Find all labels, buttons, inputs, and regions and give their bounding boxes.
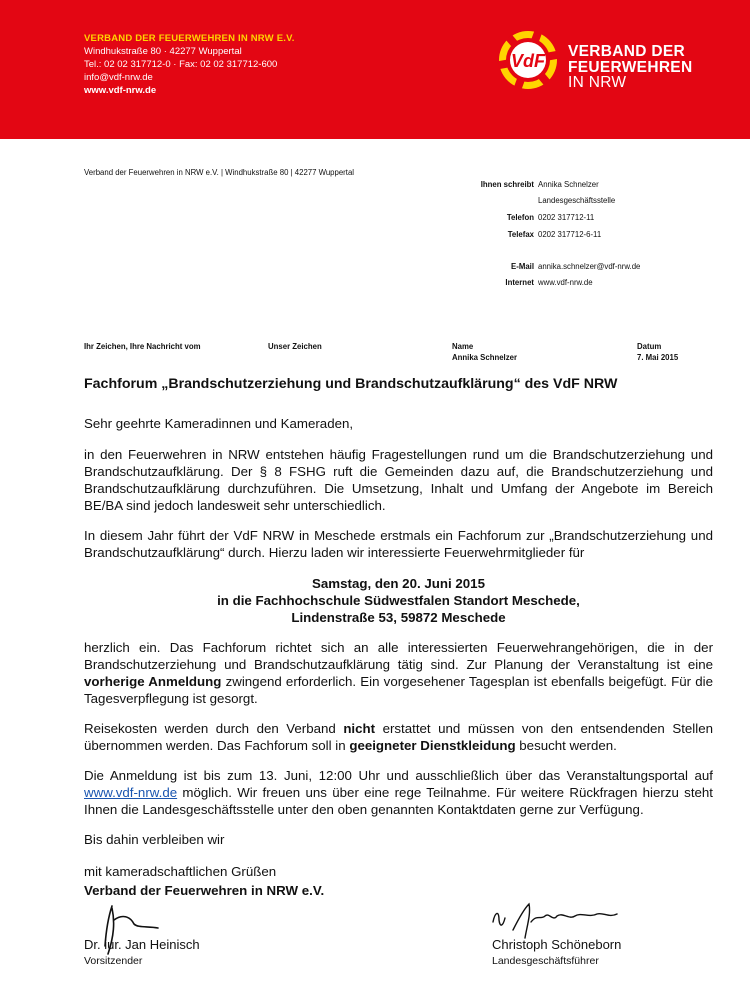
email-label: E-Mail: [511, 262, 534, 271]
phone-value: 0202 317712-11: [538, 213, 595, 222]
letterhead-address: Windhukstraße 80 · 42277 Wuppertal: [84, 46, 242, 57]
vdf-logo-icon: [493, 30, 563, 90]
letterhead-address-block: [84, 32, 295, 97]
right-signatory-name: Christoph Schöneborn: [492, 937, 622, 952]
event-street: Lindenstraße 53, 59872 Meschede: [291, 610, 506, 625]
paragraph-invitation: In diesem Jahr führt der VdF NRW in Meschede erstmals ein Fachforum zur „Brandschutzerziehung und Brandschutzaufklärung“ durch. Hierzu laden wir interessierte Feuerwehrmitglieder für: [84, 528, 713, 560]
right-signatory-role: Landesgeschäftsführer: [492, 955, 599, 967]
letterhead-phone-fax: Tel.: 02 02 317712-0 · Fax: 02 02 317712-600: [84, 59, 278, 70]
closing-line-1: Bis dahin verbleiben wir: [84, 832, 225, 847]
left-signatory-role: Vorsitzender: [84, 955, 143, 967]
sender-return-address: Verband der Feuerwehren in NRW e.V. | Windhukstraße 80 | 42277 Wuppertal: [84, 168, 355, 177]
name-label: Name: [452, 342, 474, 351]
fax-value: 0202 317712-6-11: [538, 230, 602, 239]
letter-subject: Fachforum „Brandschutzerziehung und Brandschutzaufklärung“ des VdF NRW: [84, 376, 618, 392]
logo-mark-text: VdF: [511, 51, 545, 71]
letterhead-email[interactable]: info@vdf-nrw.de: [84, 72, 153, 83]
paragraph-registration: herzlich ein. Das Fachforum richtet sich an alle interessierten Feuerwehrangehörigen, die in der Brandschutzerziehung und Brandschutzaufklärung tätig sind. Zur Planung der Veranstaltung ist eine vorherige Anmeldung zwingend erforderlich. Ein vorgesehener Tagesplan ist ebenfalls beigefügt. Für die Tagesverpflegung ist gesorgt.: [84, 640, 713, 706]
event-venue: in die Fachhochschule Südwestfalen Standort Meschede,: [217, 593, 580, 608]
your-reference-label: Ihr Zeichen, Ihre Nachricht vom: [84, 342, 201, 351]
fax-label: Telefax: [507, 230, 534, 239]
letterhead-website[interactable]: www.vdf-nrw.de: [84, 85, 157, 96]
logo-line-1: VERBAND DER: [568, 43, 685, 60]
paragraph-intro: in den Feuerwehren in NRW entstehen häufig Fragestellungen rund um die Brandschutzerziehung und Brandschutzaufklärung. Der § 8 FSHG ruft die Gemeinden dazu auf, die Brandschutzerziehung und Brandschutzaufklärung durchzuführen. Die Umsetzung, Inhalt und Umfang der Angebote im Bereich BE/BA sind jedoch landesweit sehr unterschiedlich.: [84, 447, 713, 513]
portal-link[interactable]: www.vdf-nrw.de: [84, 785, 178, 800]
date-value: 7. Mai 2015: [637, 353, 679, 362]
salutation: Sehr geehrte Kameradinnen und Kameraden,: [84, 416, 354, 431]
writer-label: Ihnen schreibt: [480, 180, 534, 189]
internet-label: Internet: [505, 278, 534, 287]
email-value[interactable]: annika.schnelzer@vdf-nrw.de: [538, 262, 641, 271]
uniform-emphasis: geeigneter Dienstkleidung: [349, 738, 516, 753]
logo-line-2: FEUERWEHREN: [568, 58, 693, 76]
registration-required-emphasis: vorherige Anmeldung: [84, 674, 222, 689]
our-reference-label: Unser Zeichen: [268, 342, 322, 351]
writer-value: Annika Schnelzer: [538, 180, 599, 189]
letterhead: [0, 0, 750, 139]
contact-block: [0, 180, 750, 290]
date-label: Datum: [637, 342, 662, 351]
logo-line-3: IN NRW: [568, 74, 627, 91]
event-date: Samstag, den 20. Juni 2015: [312, 576, 485, 591]
paragraph-costs: Reisekosten werden durch den Verband nicht erstattet und müssen von den entsendenden Stellen übernommen werden. Das Fachforum soll in geeigneter Dienstkleidung besucht werden.: [84, 721, 713, 753]
letterhead-org-name: VERBAND DER FEUERWEHREN IN NRW E.V.: [84, 33, 295, 44]
not-emphasis: nicht: [343, 721, 376, 736]
paragraph-signup: Die Anmeldung ist bis zum 13. Juni, 12:00 Uhr und ausschließlich über das Veranstaltungsportal auf www.vdf-nrw.de möglich. Wir freuen uns über eine rege Teilnahme. Für weitere Rückfragen hierzu steht Ihnen die Landesgeschäftsstelle unter den oben genannten Kontaktdaten gerne zur Verfügung.: [84, 768, 713, 817]
closing-line-2: mit kameradschaftlichen Grüßen: [84, 864, 277, 879]
closing-org: Verband der Feuerwehren in NRW e.V.: [84, 883, 325, 898]
left-signatory-name: Dr. iur. Jan Heinisch: [84, 937, 200, 952]
internet-value[interactable]: www.vdf-nrw.de: [538, 278, 593, 287]
logo-wordmark: [568, 44, 692, 91]
phone-label: Telefon: [506, 213, 534, 222]
department-value: Landesgeschäftsstelle: [538, 196, 616, 205]
name-value: Annika Schnelzer: [452, 353, 517, 362]
